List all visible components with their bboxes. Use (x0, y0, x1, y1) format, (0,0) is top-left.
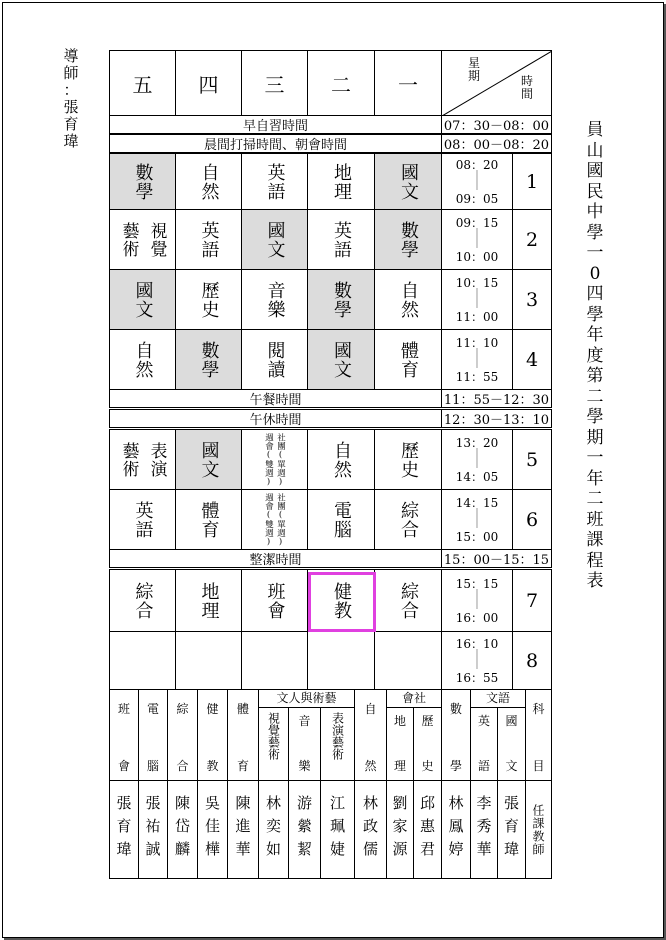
period-6-wed-subject (241, 489, 308, 550)
subject-name-bottom: 樂 (298, 759, 311, 773)
subject-name-bottom: 學 (449, 759, 462, 773)
period-7-wed-subject: 班會 (241, 569, 308, 632)
subject-name-bottom: 育 (236, 759, 249, 773)
club-assembly-note: 週會(雙週) (263, 432, 274, 487)
period-8-number: 8 (512, 631, 552, 690)
period-5-number: 5 (512, 429, 552, 490)
period-2-fri-subject: 藝術 視覺 (109, 209, 176, 270)
day-header-tue: 二 (307, 50, 375, 116)
period-4-thu-subject: 數學 (175, 329, 242, 390)
period-1-time: 08：20 ｜ ｜ 09：05 (441, 153, 513, 210)
subject-name-bottom: 教 (206, 759, 219, 773)
teacher-row-label: 任課教師 (525, 780, 552, 879)
period-6-mon-subject: 綜合 (374, 489, 442, 550)
subject-name-bottom: 然 (364, 759, 377, 773)
subject-name-bottom: 理 (393, 759, 406, 773)
band-time-cleaning_assembly: 08：00－08：20 (441, 134, 552, 153)
period-8-thu-subject (175, 631, 242, 690)
subject-header-cell (525, 689, 552, 781)
teacher-col-6: 游縈絜 (288, 780, 321, 879)
subject-name-top: 數 (449, 702, 462, 716)
subject-col-8 (354, 689, 387, 781)
period-7-thu-subject: 地理 (175, 569, 242, 632)
period-8-time: 16：10 ｜ ｜ 16：55 (441, 631, 513, 690)
subject-group-1: 會社 (386, 689, 442, 708)
subject-col-4 (227, 689, 259, 781)
subject-name-top: 體 (236, 702, 249, 716)
period-3-number: 3 (512, 269, 552, 330)
period-6-fri-subject: 英語 (109, 489, 176, 550)
band-nap: 午休時間 (109, 409, 442, 428)
subject-name-top: 自 (364, 702, 377, 716)
period-1-tue-subject: 地理 (307, 153, 375, 210)
period-4-time: 11：10 ｜ ｜ 11：55 (441, 329, 513, 390)
period-3-mon-subject: 自然 (374, 269, 442, 330)
subject-name-top: 電 (146, 702, 159, 716)
period-5-mon-subject: 歷史 (374, 429, 442, 490)
period-1-mon-subject: 國文 (374, 153, 442, 210)
club-assembly-note: 週會(雙週) (263, 492, 274, 547)
subject-name-bottom: 文 (505, 759, 518, 773)
period-2-mon-subject: 數學 (374, 209, 442, 270)
band-time-nap: 12：30－13：10 (441, 409, 552, 428)
subject-name-top: 地 (393, 714, 406, 728)
period-5-time: 13：20 ｜ ｜ 14：05 (441, 429, 513, 490)
period-3-wed-subject: 音樂 (241, 269, 308, 330)
subject-col-11 (441, 689, 471, 781)
period-4-wed-subject: 閱讀 (241, 329, 308, 390)
subject-name-top: 音 (298, 714, 311, 728)
period-3-thu-subject: 歷史 (175, 269, 242, 330)
highlight-box (308, 572, 376, 632)
period-7-fri-subject: 綜合 (109, 569, 176, 632)
period-1-fri-subject: 數學 (109, 153, 176, 210)
teacher-col-7: 江珮婕 (320, 780, 355, 879)
period-4-tue-subject: 國文 (307, 329, 375, 390)
period-4-fri-subject: 自然 (109, 329, 176, 390)
teacher-col-3: 吳佳樺 (197, 780, 228, 879)
subject-name-bottom: 腦 (146, 759, 159, 773)
period-6-time: 14：15 ｜ ｜ 15：00 (441, 489, 513, 550)
period-6-tue-subject: 電腦 (307, 489, 375, 550)
period-6-thu-subject: 體育 (175, 489, 242, 550)
period-6-number: 6 (512, 489, 552, 550)
subject-name-top: 班 (117, 702, 130, 716)
period-5-wed-subject (241, 429, 308, 490)
period-5-thu-subject: 國文 (175, 429, 242, 490)
period-1-number: 1 (512, 153, 552, 210)
subject-name-top: 綜 (176, 702, 189, 716)
period-4-number: 4 (512, 329, 552, 390)
period-7-time: 15：15 ｜ ｜ 16：00 (441, 569, 513, 632)
band-time-lunch: 11：55－12：30 (441, 389, 552, 408)
period-2-number: 2 (512, 209, 552, 270)
subject-col-3 (197, 689, 228, 781)
band-time-tidy: 15：00－15：15 (441, 549, 552, 568)
subject-col-2 (167, 689, 198, 781)
subject-name-top: 健 (206, 702, 219, 716)
teacher-col-8: 林政儒 (354, 780, 387, 879)
band-tidy: 整潔時間 (109, 549, 442, 568)
day-header-mon: 一 (374, 50, 442, 116)
band-time-early_study: 07：30－08：00 (441, 115, 552, 134)
period-2-wed-subject: 國文 (241, 209, 308, 270)
period-3-tue-subject: 數學 (307, 269, 375, 330)
period-4-mon-subject: 體育 (374, 329, 442, 390)
period-2-thu-subject: 英語 (175, 209, 242, 270)
club-assembly-note: 社團(單週) (275, 492, 286, 547)
teacher-col-2: 陳岱麟 (167, 780, 198, 879)
period-7-number: 7 (512, 569, 552, 632)
subject-name-top: 歷 (421, 714, 434, 728)
teacher-col-9: 劉家源 (386, 780, 414, 879)
period-5-fri-subject: 藝術 表演 (109, 429, 176, 490)
period-5-tue-subject: 自然 (307, 429, 375, 490)
day-header-fri: 五 (109, 50, 176, 116)
band-early_study: 早自習時間 (109, 115, 442, 134)
teacher-col-10: 邱惠君 (413, 780, 442, 879)
subject-name-top: 國 (505, 714, 518, 728)
period-3-fri-subject: 國文 (109, 269, 176, 330)
teacher-col-1: 張祐誠 (138, 780, 168, 879)
period-8-wed-subject (241, 631, 308, 690)
period-2-time: 09：15 ｜ ｜ 10：00 (441, 209, 513, 270)
teacher-col-5: 林奕如 (258, 780, 289, 879)
period-7-tue-subject: 健教 (307, 569, 375, 632)
corner-time-label: 時間 (520, 74, 533, 101)
subject-name: 視覺藝術 (266, 712, 281, 760)
teacher-col-12: 李秀華 (470, 780, 498, 879)
corner-weekday-label: 星期 (467, 56, 480, 83)
teacher-col-11: 林鳳婷 (441, 780, 471, 879)
subject-col-0 (109, 689, 139, 781)
weekday-time-corner (441, 50, 552, 116)
timetable-title: 員 山 國 民 中 學 一 0 四 學 年 度 第 二 學 期 一 年 二 班 課 程 表 (586, 120, 604, 591)
subject-name-bottom: 合 (176, 759, 189, 773)
teacher-col-13: 張育瑋 (497, 780, 526, 879)
teacher-col-4: 陳進華 (227, 780, 259, 879)
subject-col-1 (138, 689, 168, 781)
band-cleaning_assembly: 晨間打掃時間、朝會時間 (109, 134, 442, 153)
subject-name-bottom: 會 (117, 759, 130, 773)
period-8-mon-subject (374, 631, 442, 690)
teacher-col-0: 張育瑋 (109, 780, 139, 879)
period-8-fri-subject (109, 631, 176, 690)
period-1-thu-subject: 自然 (175, 153, 242, 210)
period-1-wed-subject: 英語 (241, 153, 308, 210)
period-3-time: 10：15 ｜ ｜ 11：00 (441, 269, 513, 330)
subject-group-2: 文語 (470, 689, 526, 708)
subject-header-bottom: 目 (532, 759, 545, 773)
subject-group-0: 文人與術藝 (258, 689, 355, 708)
subject-name: 表演藝術 (330, 712, 345, 760)
period-8-tue-subject (307, 631, 375, 690)
period-2-tue-subject: 英語 (307, 209, 375, 270)
subject-name-bottom: 語 (477, 759, 490, 773)
day-header-thu: 四 (175, 50, 242, 116)
period-7-mon-subject: 綜合 (374, 569, 442, 632)
band-lunch: 午餐時間 (109, 389, 442, 408)
homeroom-teacher-label: 導 師 ： 張 育 瑋 (63, 47, 79, 150)
subject-name-bottom: 史 (421, 759, 434, 773)
subject-header-top: 科 (532, 702, 545, 716)
subject-name-top: 英 (477, 714, 490, 728)
day-header-wed: 三 (241, 50, 308, 116)
club-assembly-note: 社團(單週) (275, 432, 286, 487)
